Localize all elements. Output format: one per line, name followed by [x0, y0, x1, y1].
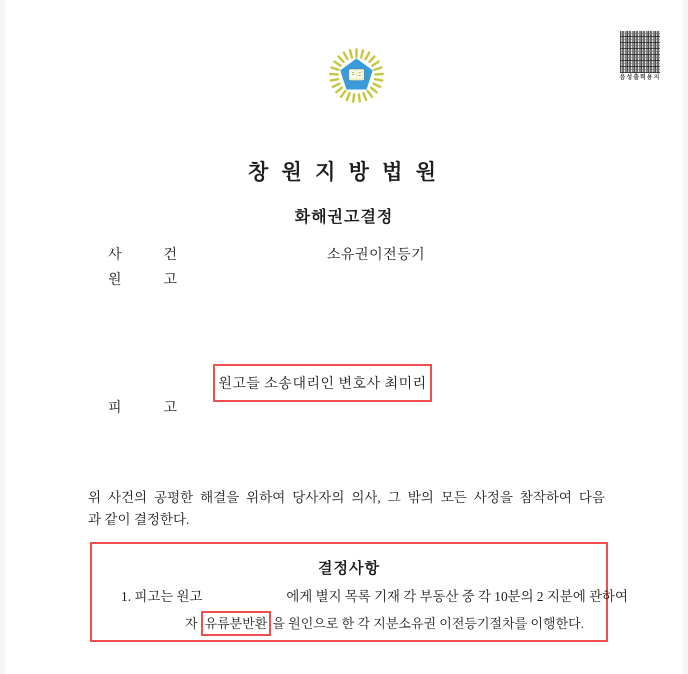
plaintiff-label [108, 272, 177, 289]
plaintiff-label-char1: 원 [108, 273, 122, 288]
attorney-text: 원고들 소송대리인 변호사 최미리 [218, 377, 427, 392]
decision-line1-post: 에게 별지 목록 기재 각 부동산 중 각 10분의 2 지분에 관하여 [286, 589, 628, 604]
decision-line-1 [121, 587, 628, 606]
decision-line-2 [185, 611, 606, 636]
barcode-caption: 음성출력용지 [619, 75, 661, 81]
preamble-line-2: 과 같이 결정한다. [88, 512, 190, 527]
case-label [108, 247, 177, 264]
case-value: 소유권이전등기 [327, 248, 426, 263]
court-emblem-icon [328, 45, 385, 104]
qr-code-image [620, 31, 660, 73]
document-title: 화해권고결정 [294, 209, 394, 226]
attorney-highlight-box [213, 364, 432, 402]
plaintiff-label-char2: 고 [163, 273, 177, 288]
decision-preamble [88, 487, 605, 531]
decision-title: 결정사항 [318, 561, 380, 577]
defendant-label-char1: 피 [108, 401, 122, 416]
decision-line2-post: 을 원인으로 한 각 지분소유권 이전등기절차를 이행한다. [272, 616, 584, 631]
decision-line2-pre: 자 [185, 616, 198, 631]
court-name: 창 원 지 방 법 원 [248, 160, 440, 184]
case-label-char1: 사 [108, 248, 122, 263]
preamble-line-1: 위 사건의 공평한 해결을 위하여 당사자의 의사, 그 밖의 모든 사정을 참작하여 다음 [88, 490, 605, 505]
voice-output-barcode [608, 31, 672, 82]
decision-line1-pre: 1. 피고는 원고 [121, 589, 203, 604]
decision-highlight-box [90, 542, 628, 642]
scan-edge-left [0, 0, 5, 674]
case-label-char2: 건 [163, 248, 177, 263]
scan-edge-right [683, 0, 688, 674]
defendant-label-char2: 고 [163, 401, 177, 416]
keyword-highlight-box: 유류분반환 [201, 611, 272, 636]
defendant-label [108, 400, 177, 417]
